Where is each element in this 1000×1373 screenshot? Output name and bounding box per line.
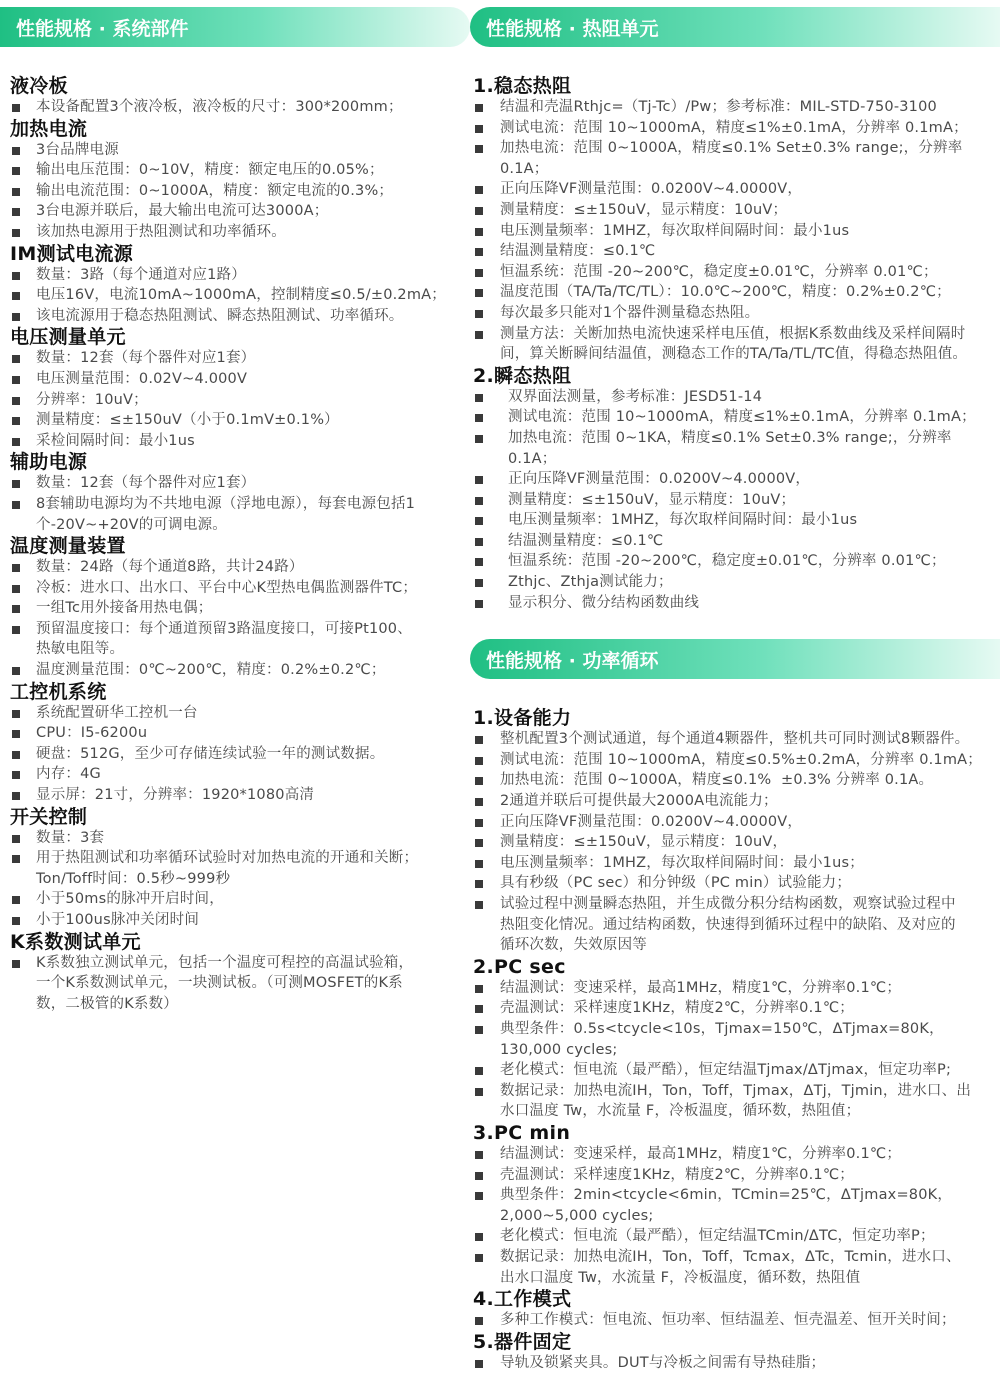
spec-item: 数据记录：加热电流IH，Ton，Toff，Tjmax，ΔTj，Tjmin，进水口、出 水口温度 Tw，水流量 F，冷板温度，循环数，热阻值； [473, 1081, 1000, 1122]
power-cycling-sections [470, 707, 1000, 1373]
spec-item: 多种工作模式：恒电流、恒功率、恒结温差、恒壳温差、恒开关时间； [473, 1310, 1000, 1331]
spec-item: 数量：3路（每个通道对应1路） [10, 265, 470, 286]
section [470, 75, 1000, 365]
spec-item: 电压测量频率：1MHZ，每次取样间隔时间：最小1us [473, 221, 1000, 242]
section [0, 681, 470, 806]
right-column [470, 0, 1000, 1373]
section-title: 2.PC sec [473, 955, 566, 978]
spec-item: 导轨及锁紧夹具。DUT与冷板之间需有导热硅脂； [473, 1353, 1000, 1373]
spec-item: 温度范围（TA/Ta/TC/TL）：10.0℃~200℃，精度：0.2%±0.2℃； [473, 282, 1000, 303]
spec-list [10, 828, 470, 931]
spec-list [10, 953, 470, 1015]
spec-item: 双界面法测量，参考标准：JESD51-14 [473, 387, 1000, 408]
spec-item: 恒温系统：范围 -20~200℃，稳定度±0.01℃，分辨率 0.01℃； [473, 551, 1000, 572]
banner-thermal-resistance [470, 7, 1000, 47]
spec-list [10, 473, 470, 535]
section-title: 3.PC min [473, 1121, 571, 1144]
section [0, 75, 470, 118]
spec-item: 测量精度：≤±150uV，显示精度：10uV； [473, 200, 1000, 221]
banner-title: 性能规格 · 系统部件 [16, 17, 189, 40]
spec-item: 显示屏：21寸，分辨率：1920*1080高清 [10, 785, 470, 806]
spec-item: CPU：I5-6200u [10, 723, 470, 744]
section [470, 365, 1000, 614]
section-title: 2.瞬态热阻 [473, 364, 572, 387]
spec-item: 结温测试：变速采样，最高1MHz，精度1℃，分辨率0.1℃； [473, 1144, 1000, 1165]
section-title: 5.器件固定 [473, 1330, 572, 1353]
spec-item: 测量精度：≤±150uV，显示精度：10uV； [473, 490, 1000, 511]
section [470, 1288, 1000, 1331]
spec-item: 温度测量范围：0℃~200℃，精度：0.2%±0.2℃； [10, 660, 470, 681]
section [470, 956, 1000, 1122]
spec-item: 3台品牌电源 [10, 140, 470, 161]
left-column [0, 0, 470, 1014]
spec-list [473, 1310, 1000, 1331]
spec-item: 3台电源并联后，最大输出电流可达3000A； [10, 201, 470, 222]
section [0, 535, 470, 681]
spec-list [10, 557, 470, 681]
banner-title: 性能规格 · 功率循环 [486, 649, 659, 672]
spec-item: 显示积分、微分结构函数曲线 [473, 593, 1000, 614]
spec-item: 冷板：进水口、出水口、平台中心K型热电偶监测器件TC； [10, 578, 470, 599]
spec-item: 小于100us脉冲关闭时间 [10, 910, 470, 931]
spec-item: 结温和壳温Rthjc=（Tj-Tc）/Pw；参考标准：MIL-STD-750-3100 [473, 97, 1000, 118]
section [470, 1122, 1000, 1288]
spec-item: 电压16V，电流10mA~1000mA，控制精度≤0.5/±0.2mA； [10, 285, 470, 306]
section-title: 1.设备能力 [473, 707, 572, 730]
spec-item: 输出电流范围：0~1000A，精度：额定电流的0.3%； [10, 181, 470, 202]
spec-item: 数量：3套 [10, 828, 470, 849]
section-title: 工控机系统 [10, 680, 107, 703]
spec-item: 测量精度：≤±150uV（小于0.1mV±0.1%） [10, 410, 470, 431]
thermal-resistance-sections [470, 75, 1000, 613]
spec-item: 老化模式：恒电流（最严酷），恒定结温Tjmax/ΔTjmax，恒定功率P; [473, 1060, 1000, 1081]
spec-item: 电压测量频率：1MHZ，每次取样间隔时间：最小1us； [473, 853, 1000, 874]
spec-item: 测量方法：关断加热电流快速采样电压值，根据K系数曲线及采样间隔时 间，算关断瞬间结温值，测稳态工作的TA/Ta/TL/TC值，得稳态热阻值。 [473, 324, 1000, 365]
spec-item: 采检间隔时间：最小1us [10, 431, 470, 452]
spec-list [10, 703, 470, 806]
spec-item: 8套辅助电源均为不共地电源（浮地电源），每套电源包括1 个-20V~+20V的可调电源。 [10, 494, 470, 535]
spec-list [473, 978, 1000, 1122]
spec-list [10, 140, 470, 243]
section [0, 931, 470, 1015]
section-title: 1.稳态热阻 [473, 75, 572, 97]
spec-item: 具有秒级（PC sec）和分钟级（PC min）试验能力； [473, 873, 1000, 894]
section-title: 液冷板 [10, 75, 68, 97]
spec-item: 典型条件：0.5s<tcycle<10s，Tjmax=150℃，ΔTjmax=80K， 130,000 cycles; [473, 1019, 1000, 1060]
spec-item: 数据记录：加热电流IH，Ton，Toff，Tcmax，ΔTc，Tcmin，进水口、 出水口温度 Tw，水流量 F，冷板温度，循环数，热阻值 [473, 1247, 1000, 1288]
spec-item: 数量：12套（每个器件对应1套） [10, 473, 470, 494]
spec-item: 正向压降VF测量范围：0.0200V~4.0000V， [473, 812, 1000, 833]
banner-system-parts [0, 7, 470, 47]
spec-item: 该加热电源用于热阻测试和功率循环。 [10, 222, 470, 243]
spec-item: 预留温度接口：每个通道预留3路温度接口，可接Pt100、 热敏电阻等。 [10, 619, 470, 660]
spec-item: 壳温测试：采样速度1KHz，精度2℃，分辨率0.1℃； [473, 1165, 1000, 1186]
banner-title: 性能规格 · 热阻单元 [486, 17, 659, 40]
section-title: 辅助电源 [10, 451, 88, 474]
spec-list [473, 729, 1000, 956]
section-title: 电压测量单元 [10, 326, 126, 349]
section [0, 243, 470, 327]
spec-item: 加热电流：范围 0~1000A，精度≤0.1% ±0.3% 分辨率 0.1A。 [473, 770, 1000, 791]
spec-item: 小于50ms的脉冲开启时间， [10, 889, 470, 910]
section-title: IM测试电流源 [10, 242, 134, 265]
spec-item: 分辨率：10uV； [10, 390, 470, 411]
spec-item: 数量：12套（每个器件对应1套） [10, 348, 470, 369]
section-title: 加热电流 [10, 117, 88, 140]
spec-item: 2通道并联后可提供最大2000A电流能力； [473, 791, 1000, 812]
spec-list [10, 97, 470, 118]
spec-item: 加热电流：范围 0~1KA，精度≤0.1% Set±0.3% range;，分辨率 0.1A； [473, 428, 1000, 469]
section [0, 118, 470, 243]
section-title: K系数测试单元 [10, 930, 141, 953]
section-title: 温度测量装置 [10, 535, 126, 558]
spec-item: 数量：24路（每个通道8路，共计24路） [10, 557, 470, 578]
spec-item: 结温测试：变速采样，最高1MHz，精度1℃，分辨率0.1℃； [473, 978, 1000, 999]
spec-item: 测试电流：范围 10~1000mA，精度≤1%±0.1mA，分辨率 0.1mA； [473, 407, 1000, 428]
spec-item: 本设备配置3个液冷板，液冷板的尺寸：300*200mm； [10, 97, 470, 118]
spec-item: 结温测量精度：≤0.1℃ [473, 241, 1000, 262]
spec-item: 壳温测试：采样速度1KHz，精度2℃，分辨率0.1℃； [473, 998, 1000, 1019]
spec-item: 电压测量范围：0.02V~4.000V [10, 369, 470, 390]
spec-item: Zthjc、Zthja测试能力； [473, 572, 1000, 593]
spec-list [473, 1353, 1000, 1373]
spec-item: 整机配置3个测试通道，每个通道4颗器件，整机共可同时测试8颗器件。 [473, 729, 1000, 750]
spec-item: 老化模式：恒电流（最严酷），恒定结温TCmin/ΔTC，恒定功率P； [473, 1226, 1000, 1247]
spec-item: 测量精度：≤±150uV，显示精度：10uV， [473, 832, 1000, 853]
spec-item: 该电流源用于稳态热阻测试、瞬态热阻测试、功率循环。 [10, 306, 470, 327]
left-sections [0, 75, 470, 1014]
section [470, 1331, 1000, 1373]
spec-list [473, 97, 1000, 365]
spec-list [10, 348, 470, 451]
spec-item: 系统配置研华工控机一台 [10, 703, 470, 724]
spec-item: 测试电流：范围 10~1000mA，精度≤1%±0.1mA，分辨率 0.1mA； [473, 118, 1000, 139]
spec-item: 试验过程中测量瞬态热阻，并生成微分积分结构函数，观察试验过程中 热阻变化情况。通过结构函数，快速得到循环过程中的缺陷、及对应的 循环次数，失效原因等 [473, 894, 1000, 956]
section [470, 707, 1000, 956]
spec-list [473, 387, 1000, 614]
section [0, 806, 470, 931]
spec-item: 一组Tc用外接备用热电偶； [10, 598, 470, 619]
spec-item: K系数独立测试单元，包括一个温度可程控的高温试验箱， 一个K系数测试单元，一块测试板。（可测MOSFET的K系 数，二极管的K系数） [10, 953, 470, 1015]
banner-power-cycling [470, 639, 1000, 679]
spec-item: 用于热阻测试和功率循环试验时对加热电流的开通和关断； Ton/Toff时间：0.5秒~999秒 [10, 848, 470, 889]
section [0, 326, 470, 451]
spec-item: 恒温系统：范围 -20~200℃，稳定度±0.01℃，分辨率 0.01℃； [473, 262, 1000, 283]
section-title: 4.工作模式 [473, 1288, 572, 1311]
spec-item: 结温测量精度：≤0.1℃ [473, 531, 1000, 552]
spec-item: 硬盘：512G，至少可存储连续试验一年的测试数据。 [10, 744, 470, 765]
spec-item: 每次最多只能对1个器件测量稳态热阻。 [473, 303, 1000, 324]
spec-item: 输出电压范围：0~10V，精度：额定电压的0.05%； [10, 160, 470, 181]
spec-item: 测试电流：范围 10~1000mA，精度≤0.5%±0.2mA，分辨率 0.1mA； [473, 750, 1000, 771]
spec-item: 正向压降VF测量范围：0.0200V~4.0000V， [473, 469, 1000, 490]
spec-item: 正向压降VF测量范围：0.0200V~4.0000V， [473, 179, 1000, 200]
spec-item: 加热电流：范围 0~1000A，精度≤0.1% Set±0.3% range;，分辨率 0.1A； [473, 138, 1000, 179]
spec-item: 内存：4G [10, 764, 470, 785]
spec-item: 典型条件：2min<tcycle<6min，TCmin=25℃，ΔTjmax=80K， 2,000~5,000 cycles; [473, 1185, 1000, 1226]
section [0, 451, 470, 535]
spec-list [473, 1144, 1000, 1288]
spec-list [10, 265, 470, 327]
spec-item: 电压测量频率：1MHZ，每次取样间隔时间：最小1us [473, 510, 1000, 531]
section-title: 开关控制 [10, 805, 88, 828]
